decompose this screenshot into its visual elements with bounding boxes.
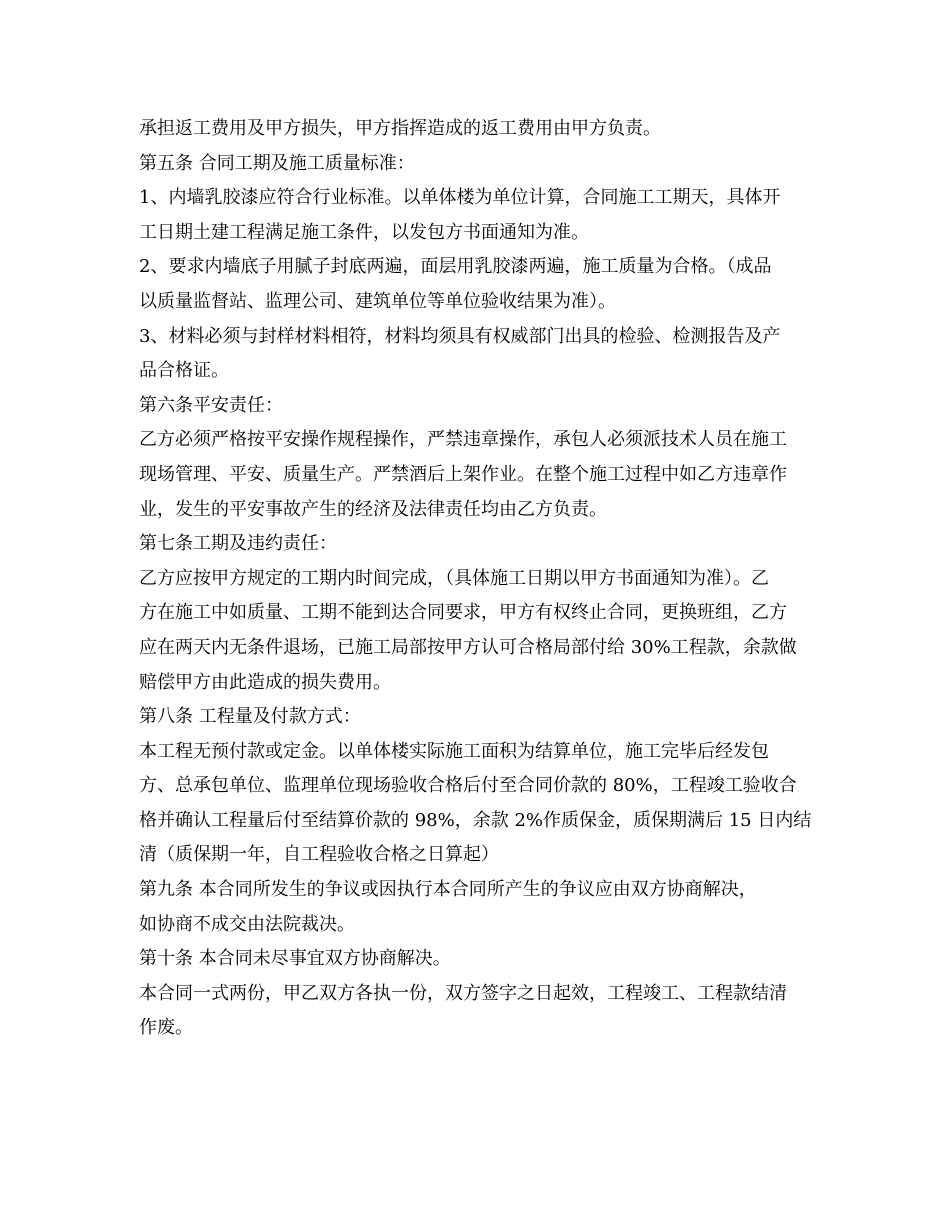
text-line: 3、材料必须与封样材料相符，材料均须具有权威部门出具的检验、检测报告及产: [139, 325, 781, 347]
article-10-heading: 第十条 本合同未尽事宜双方协商解决。: [139, 948, 451, 970]
text-line: 乙方必须严格按平安操作规程操作，严禁违章操作，承包人必须派技术人员在施工: [139, 429, 787, 451]
article-9-heading: 第九条 本合同所发生的争议或因执行本合同所产生的争议应由双方协商解决，: [139, 879, 757, 901]
text-line: 本合同一式两份，甲乙双方各执一份，双方签字之日起效，工程竣工、工程款结清: [139, 982, 787, 1004]
contract-text-body: [139, 112, 819, 1046]
text-line: 业，发生的平安事故产生的经济及法律责任均由乙方负责。: [139, 498, 607, 520]
text-line: 乙方应按甲方规定的工期内时间完成，（具体施工日期以甲方书面通知为准）。乙: [139, 567, 769, 589]
article-6-heading: 第六条平安责任：: [139, 394, 283, 416]
text-line: 品合格证。: [139, 360, 229, 382]
text-line: 赔偿甲方由此造成的损失费用。: [139, 671, 391, 693]
article-7-heading: 第七条工期及违约责任：: [139, 533, 337, 555]
text-line: 承担返工费用及甲方损失，甲方指挥造成的返工费用由甲方负责。: [139, 118, 661, 139]
article-8-heading: 第八条 工程量及付款方式：: [139, 706, 361, 728]
article-5-heading: 第五条 合同工期及施工质量标准：: [139, 152, 415, 174]
text-line: 如协商不成交由法院裁决。: [139, 913, 355, 935]
text-line: 作废。: [139, 1017, 193, 1039]
text-line: 1、内墙乳胶漆应符合行业标准。以单体楼为单位计算，合同施工工期天，具体开: [139, 187, 781, 209]
text-line: 现场管理、平安、质量生产。严禁酒后上架作业。在整个施工过程中如乙方违章作: [139, 463, 787, 485]
text-line: 格并确认工程量后付至结算价款的 98%，余款 2%作质保金，质保期满后 15 日内结: [139, 809, 812, 831]
text-line: 以质量监督站、监理公司、建筑单位等单位验收结果为准）。: [139, 290, 616, 312]
text-line: 本工程无预付款或定金。以单体楼实际施工面积为结算单位，施工完毕后经发包: [139, 740, 769, 762]
text-line: 清（质保期一年，自工程验收合格之日算起）: [139, 844, 499, 866]
text-line: 应在两天内无条件退场，已施工局部按甲方认可合格局部付给 30%工程款，余款做: [139, 636, 797, 658]
text-line: 方、总承包单位、监理单位现场验收合格后付至合同价款的 80%，工程竣工验收合: [139, 775, 797, 797]
text-line: 工日期土建工程满足施工条件，以发包方书面通知为准。: [139, 221, 589, 243]
text-line: 2、要求内墙底子用腻子封底两遍，面层用乳胶漆两遍，施工质量为合格。（成品: [139, 256, 772, 278]
text-line: 方在施工中如质量、工期不能到达合同要求，甲方有权终止合同，更换班组，乙方: [139, 602, 787, 624]
